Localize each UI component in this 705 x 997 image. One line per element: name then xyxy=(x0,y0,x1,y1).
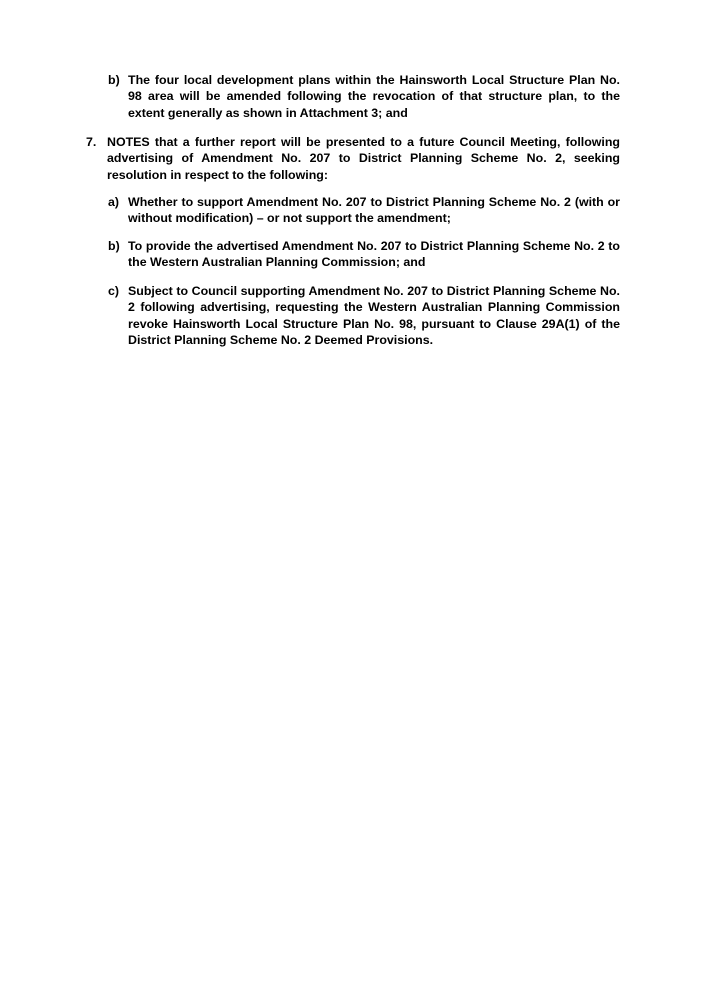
list-marker: b) xyxy=(108,73,120,87)
list-item-7-notes xyxy=(86,134,620,183)
list-item-text: NOTES that a further report will be presented to a future Council Meeting, following advertising of Amendment No. 207 to District Planning Scheme No. 2, seeking resolution in respect to the following: xyxy=(107,135,620,182)
list-item-text: The four local development plans within the Hainsworth Local Structure Plan No. 98 area will be amended following the revocation of that structure plan, to the extent generally as shown in Attachment 3; and xyxy=(128,73,620,120)
list-marker: 7. xyxy=(86,135,97,149)
list-item-text: To provide the advertised Amendment No. 207 to District Planning Scheme No. 2 to the Western Australian Planning Commission; and xyxy=(128,239,620,270)
list-item-b-amend-ldp xyxy=(108,72,620,121)
list-item-text: Subject to Council supporting Amendment No. 207 to District Planning Scheme No. 2 following advertising, requesting the Western Australian Planning Commission revoke Hainsworth Local Structure Plan No. 98, pursuant to Clause 29A(1) of the District Planning Scheme No. 2 Deemed Provisions. xyxy=(128,284,620,348)
list-item-b-provide xyxy=(108,238,620,271)
list-marker: a) xyxy=(108,195,120,209)
list-item-c-revoke xyxy=(108,283,620,349)
list-item-text: Whether to support Amendment No. 207 to District Planning Scheme No. 2 (with or without modification) – or not support the amendment; xyxy=(128,195,620,226)
list-item-a-support xyxy=(108,194,620,227)
list-marker: c) xyxy=(108,284,120,298)
list-marker: b) xyxy=(108,239,120,253)
